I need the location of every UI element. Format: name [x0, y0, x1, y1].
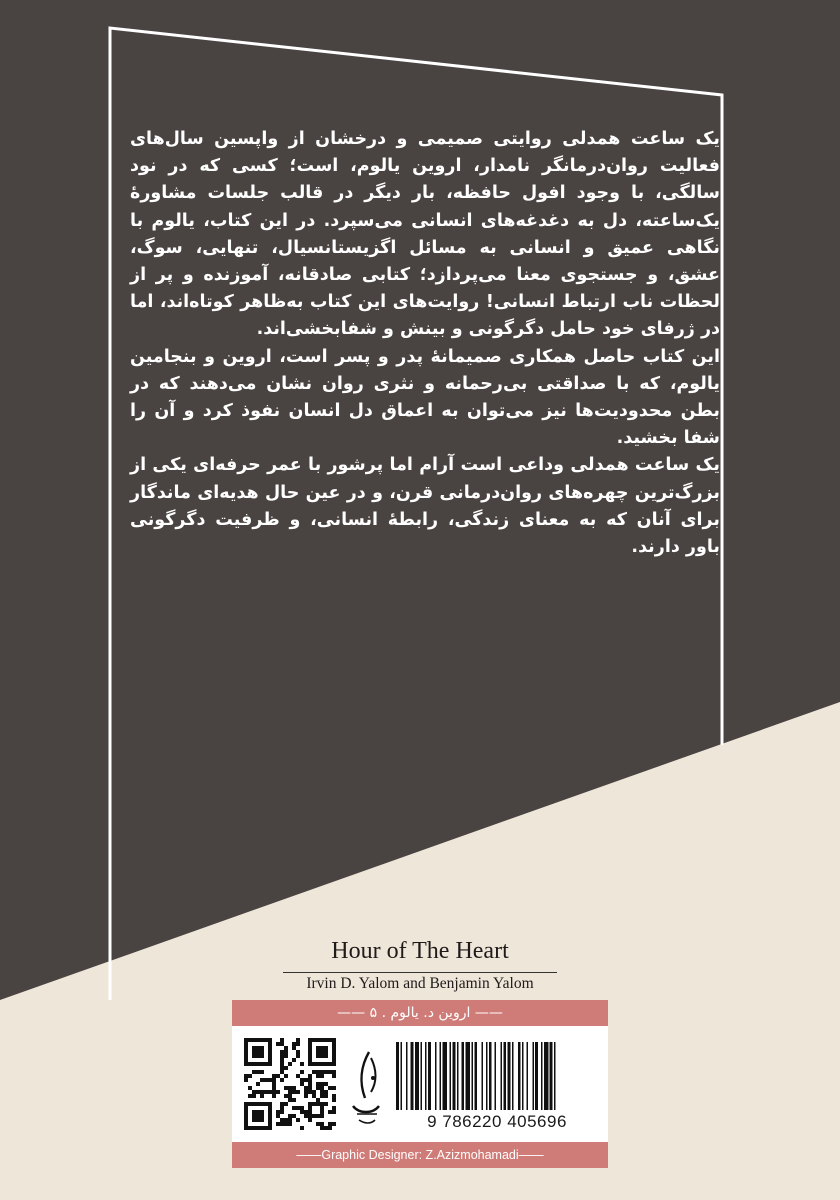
- english-authors: Irvin D. Yalom and Benjamin Yalom: [306, 975, 534, 992]
- barcode-icon: [392, 1042, 602, 1110]
- author-band-text: —— اروین د. یالوم . ۵ ——: [337, 1005, 503, 1021]
- designer-band: [232, 1142, 608, 1168]
- isbn-number: 9 786220 405696: [427, 1112, 567, 1131]
- blurb-paragraph: این کتاب حاصل همکاری صمیمانهٔ پدر و پسر است، اروین و بنجامین یالوم، که با صداقتی بی‌رحمانه و نثری روان نشان می‌دهند که در بطن محدودیت‌ها نیز می‌توان به اعماق دل انسان نفوذ کرد و آن را شفا بخشید.: [130, 346, 720, 449]
- blurb-paragraph: یک ساعت همدلی روایتی صمیمی و درخشان از واپسین سال‌های فعالیت روان‌درمانگر نامدار، اروین یالوم، است؛ کسی که در نود سالگی، با وجود افول حافظه، بار دیگر در قالب جلسات مشاورهٔ یک‌ساعته، دل به دغدغه‌های انسانی می‌سپرد. در این کتاب، یالوم با نگاهی عمیق و انسانی به مسائل اگزیستانسیال، تنهایی، سوگ، عشق، و جستجوی معنا می‌پردازد؛ کتابی صادقانه، آموزنده و پر از لحظات ناب ارتباط انسانی! روایت‌های این کتاب به‌ظاهر کوتاه‌اند، اما در ژرفای خود حامل دگرگونی و بینش و شفابخشی‌اند.: [130, 129, 720, 340]
- english-title: Hour of The Heart: [331, 938, 509, 964]
- qr-code-icon: [244, 1038, 336, 1130]
- blurb-paragraph: یک ساعت همدلی وداعی است آرام اما پرشور با عمر حرفه‌ای یکی از بزرگ‌ترین چهره‌های روان‌درمانی قرن، و در عین حال هدیه‌ای ماندگار برای آنان که به معنای زندگی، رابطهٔ انسانی، و ظرفیت دگرگونی باور دارند.: [130, 455, 720, 558]
- designer-credit: ——Graphic Designer: Z.Azizmohamadi——: [296, 1148, 544, 1162]
- back-cover-blurb: [130, 126, 720, 561]
- publisher-logo-icon: [347, 1048, 385, 1128]
- title-divider: [283, 972, 557, 973]
- author-band: [232, 1000, 608, 1026]
